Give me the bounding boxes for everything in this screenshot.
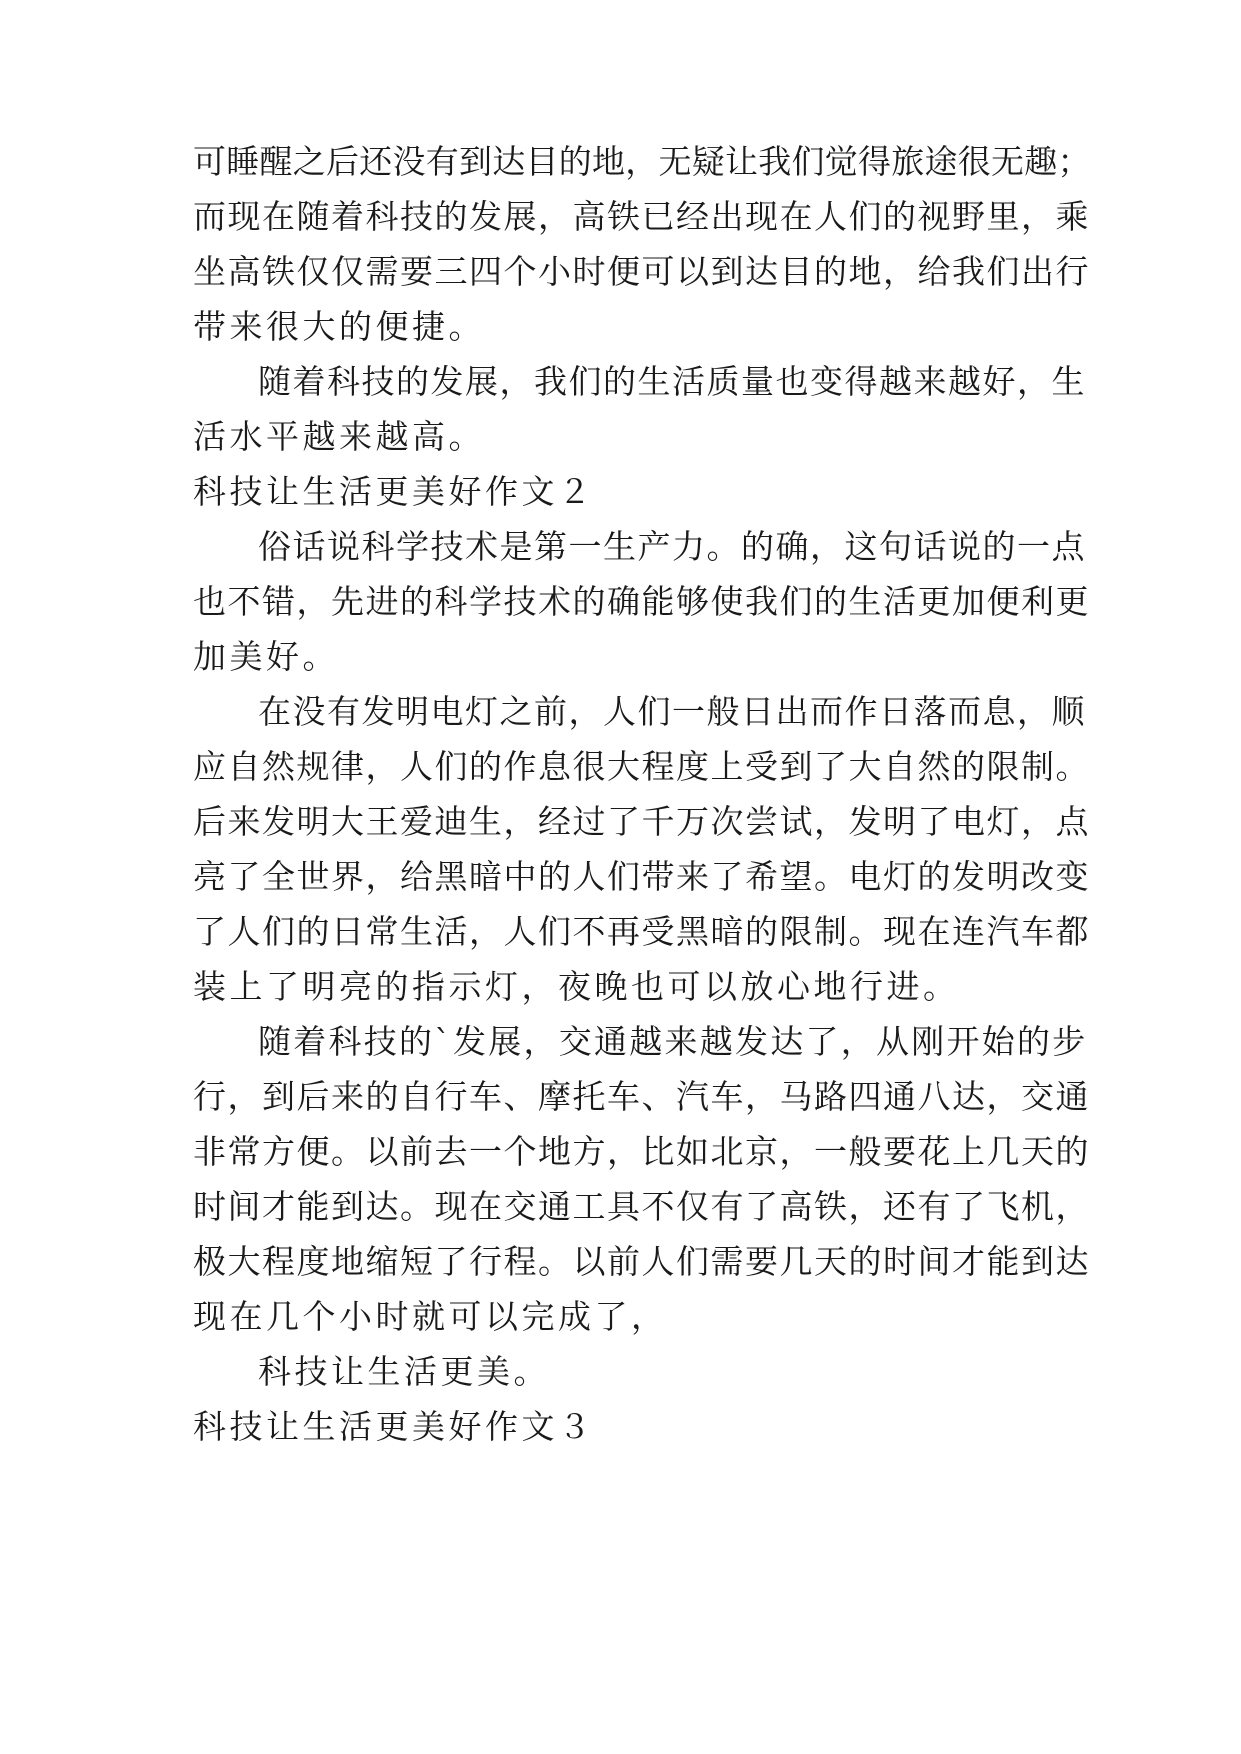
essay-heading: 科技让生活更美好作文３ [193, 1407, 595, 1446]
paragraph-line: 加美好。 [193, 637, 339, 676]
paragraph-line: 装上了明亮的指示灯，夜晚也可以放心地行进。 [193, 967, 960, 1006]
paragraph-line: 时间才能到达。现在交通工具不仅有了高铁，还有了飞机， [193, 1187, 1090, 1226]
paragraph-line: 后来发明大王爱迪生，经过了千万次尝试，发明了电灯，点 [193, 802, 1090, 841]
paragraph-line: 行，到后来的自行车、摩托车、汽车，马路四通八达，交通 [193, 1077, 1090, 1116]
essay-heading: 科技让生活更美好作文２ [193, 472, 595, 511]
paragraph-line: 现在几个小时就可以完成了， [193, 1297, 668, 1336]
paragraph-line: 亮了全世界，给黑暗中的人们带来了希望。电灯的发明改变 [193, 857, 1090, 896]
paragraph-line: 科技让生活更美。 [258, 1352, 550, 1391]
paragraph-line: 活水平越来越高。 [193, 417, 485, 456]
paragraph-line: 坐高铁仅仅需要三四个小时便可以到达目的地，给我们出行 [193, 252, 1090, 291]
paragraph-line: 随着科技的`发展，交通越来越发达了，从刚开始的步 [258, 1022, 1088, 1061]
paragraph-line: 也不错，先进的科学技术的确能够使我们的生活更加便利更 [193, 582, 1090, 621]
paragraph-line: 而现在随着科技的发展，高铁已经出现在人们的视野里，乘 [193, 197, 1090, 236]
paragraph-line: 在没有发明电灯之前，人们一般日出而作日落而息，顺 [258, 692, 1086, 731]
paragraph-line: 了人们的日常生活，人们不再受黑暗的限制。现在连汽车都 [193, 912, 1090, 951]
paragraph-line: 极大程度地缩短了行程。以前人们需要几天的时间才能到达 [193, 1242, 1090, 1281]
paragraph-line: 可睡醒之后还没有到达目的地，无疑让我们觉得旅途很无趣； [193, 142, 1091, 181]
paragraph-line: 非常方便。以前去一个地方，比如北京，一般要花上几天的 [193, 1132, 1090, 1171]
paragraph-line: 带来很大的便捷。 [193, 307, 485, 346]
paragraph-line: 应自然规律，人们的作息很大程度上受到了大自然的限制。 [193, 747, 1090, 786]
paragraph-line: 俗话说科学技术是第一生产力。的确，这句话说的一点 [258, 527, 1086, 566]
paragraph-line: 随着科技的发展，我们的生活质量也变得越来越好，生 [258, 362, 1086, 401]
